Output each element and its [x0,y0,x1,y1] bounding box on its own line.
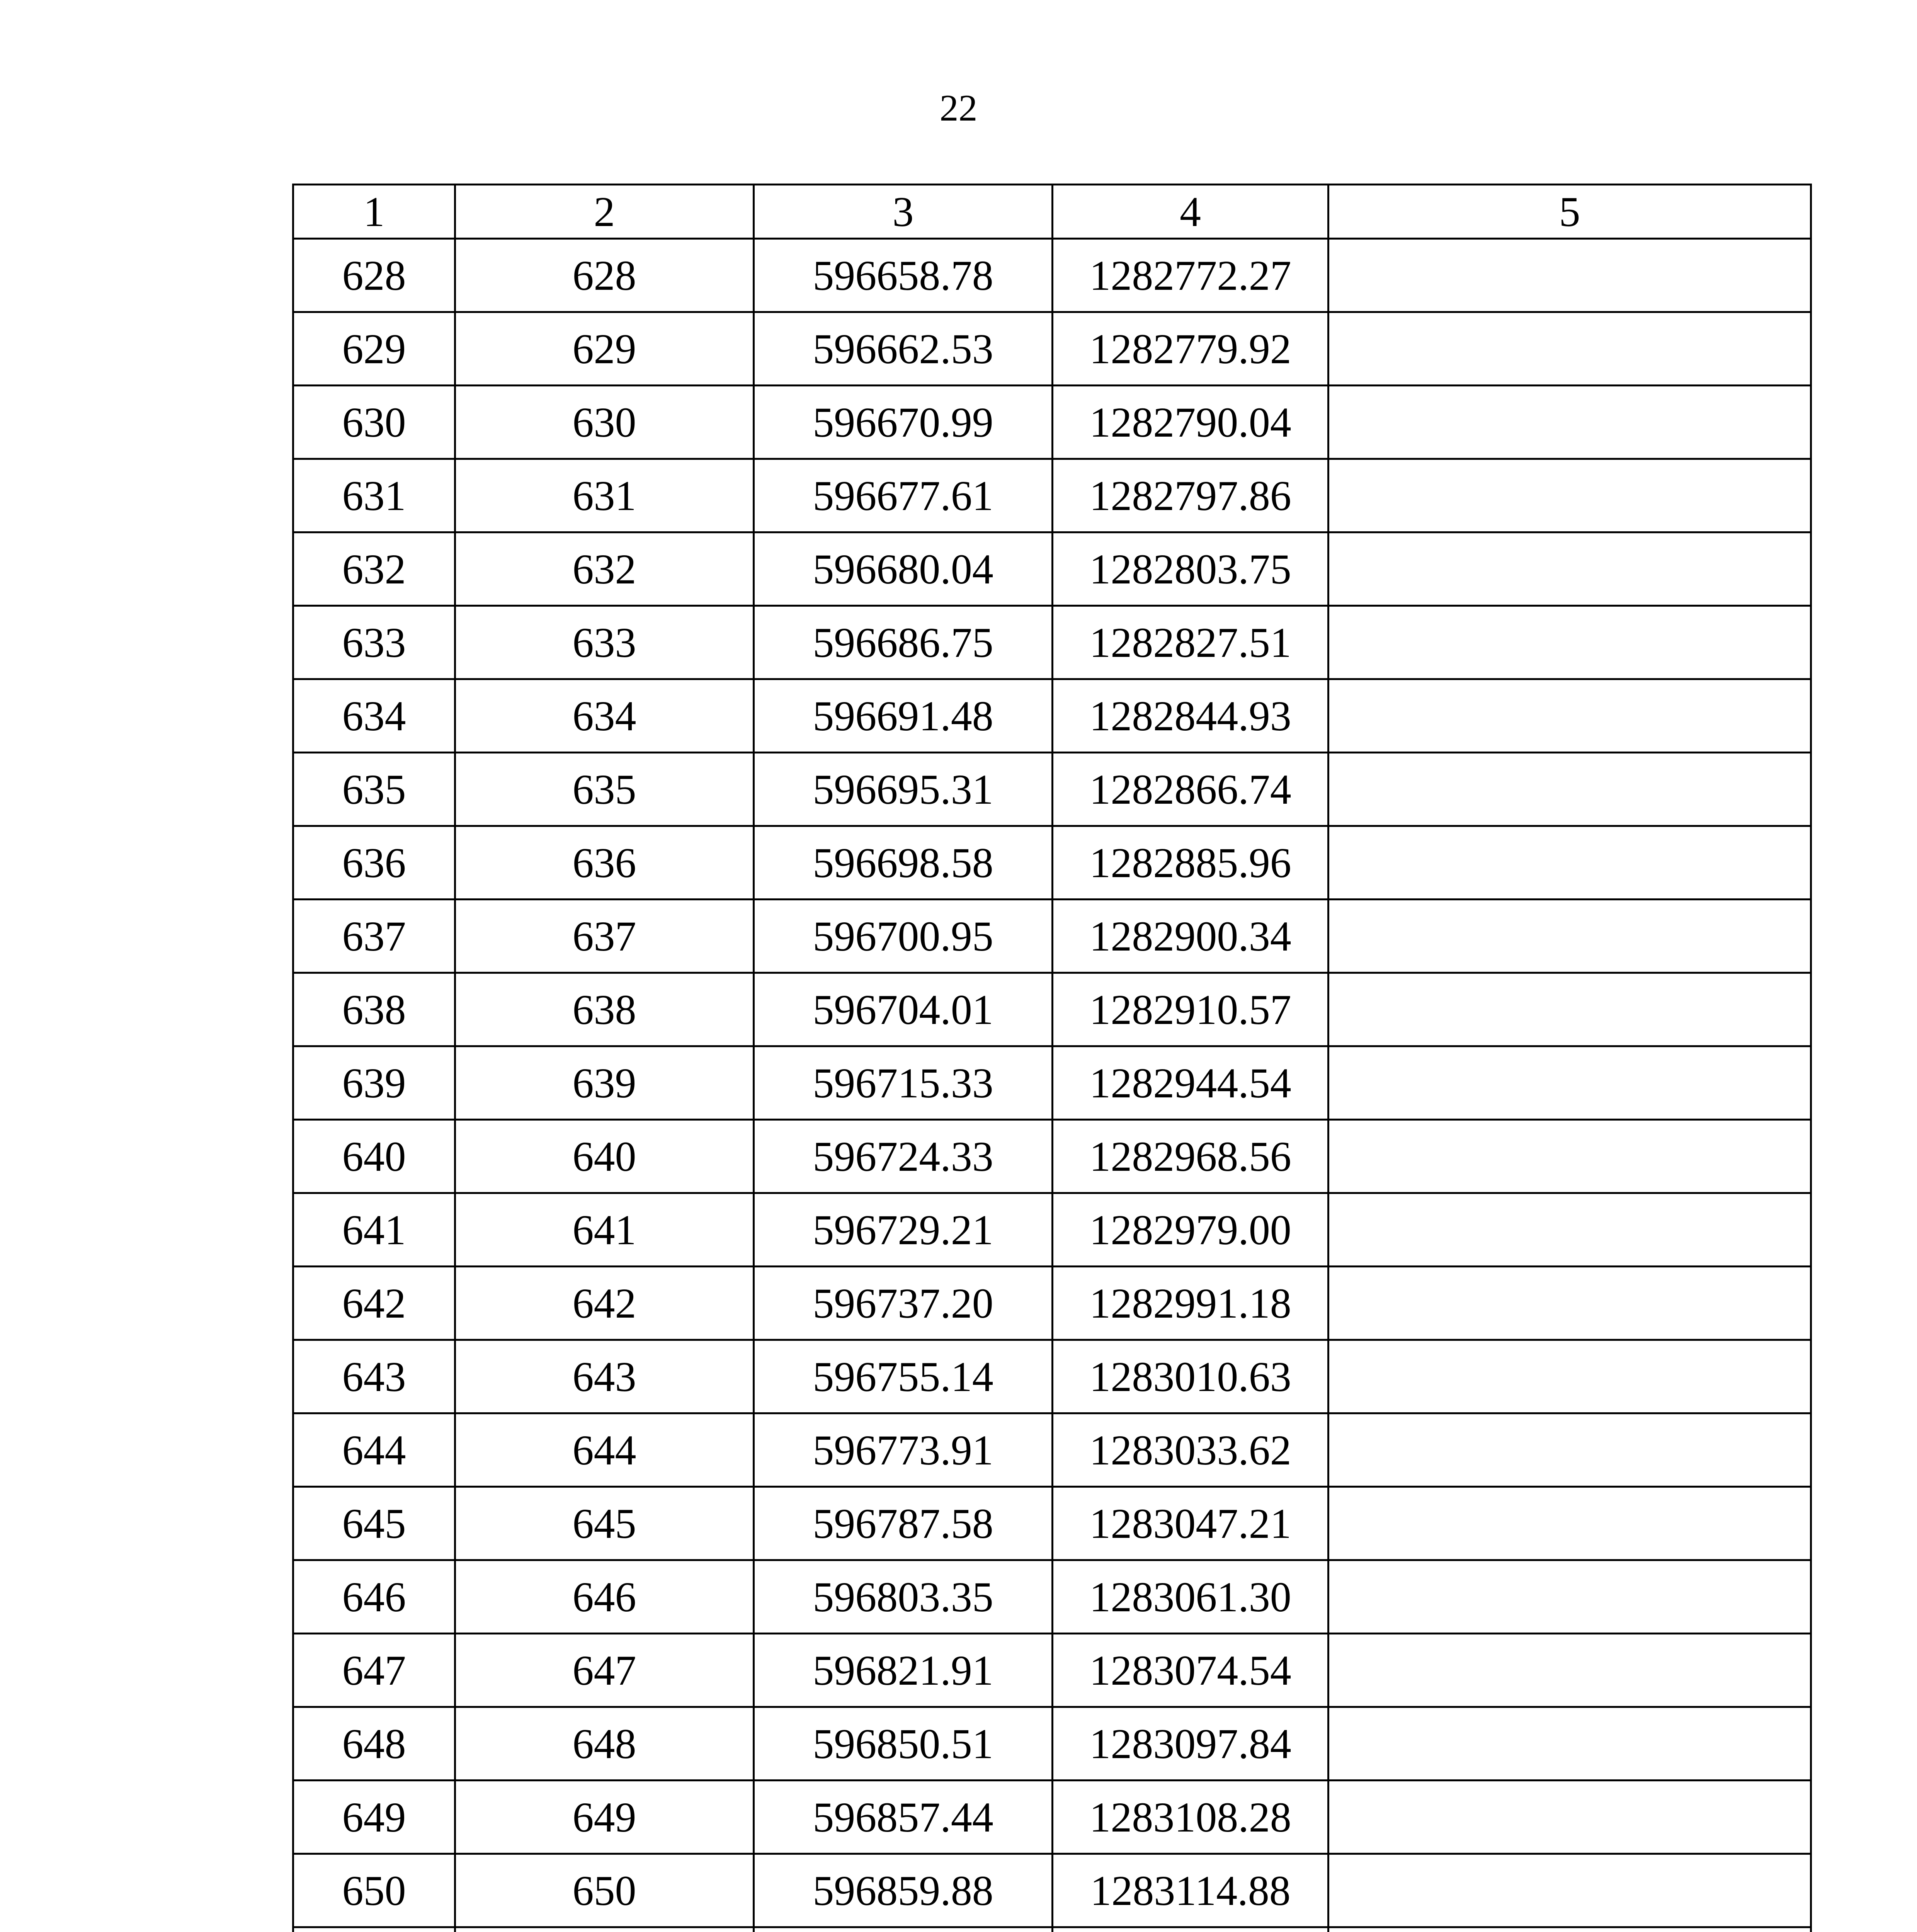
table-row [293,1854,1811,1927]
point-id-cell: 649 [455,1781,754,1854]
table-row [293,312,1811,386]
table-row [293,386,1811,459]
point-number-cell: 642 [293,1267,455,1340]
point-number-cell: 647 [293,1634,455,1707]
x-coordinate-cell: 596859.88 [754,1854,1053,1927]
point-id-cell: 640 [455,1120,754,1193]
point-id-cell: 643 [455,1340,754,1413]
table-row [293,532,1811,606]
table-row [293,1781,1811,1854]
point-number-cell: 633 [293,606,455,679]
point-id-cell: 633 [455,606,754,679]
note-cell [1328,1046,1811,1120]
page-number: 22 [939,87,978,129]
point-id-cell [455,1927,754,1932]
point-number-cell: 630 [293,386,455,459]
table-row [293,239,1811,312]
y-coordinate-cell: 1282991.18 [1053,1267,1328,1340]
y-coordinate-cell: 1282772.27 [1053,239,1328,312]
x-coordinate-cell: 596662.53 [754,312,1053,386]
x-coordinate-cell: 596700.95 [754,900,1053,973]
point-number-cell: 629 [293,312,455,386]
table-row [293,679,1811,753]
x-coordinate-cell: 596787.58 [754,1487,1053,1560]
note-cell [1328,532,1811,606]
note-cell [1328,973,1811,1046]
note-cell [1328,1927,1811,1932]
note-cell [1328,1634,1811,1707]
note-cell [1328,1193,1811,1267]
note-cell [1328,826,1811,900]
table-row [293,1634,1811,1707]
y-coordinate-cell: 1282803.75 [1053,532,1328,606]
point-id-cell: 642 [455,1267,754,1340]
table-row [293,1413,1811,1487]
table-row [293,753,1811,826]
y-coordinate-cell: 1283047.21 [1053,1487,1328,1560]
y-coordinate-cell: 1283097.84 [1053,1707,1328,1781]
x-coordinate-cell: 596857.44 [754,1781,1053,1854]
x-coordinate-cell: 596755.14 [754,1340,1053,1413]
point-number-cell: 648 [293,1707,455,1781]
table-row [293,459,1811,532]
point-number-cell: 637 [293,900,455,973]
point-id-cell: 645 [455,1487,754,1560]
point-id-cell: 644 [455,1413,754,1487]
note-cell [1328,239,1811,312]
point-number-cell: 638 [293,973,455,1046]
point-id-cell: 639 [455,1046,754,1120]
note-cell [1328,1487,1811,1560]
point-id-cell: 648 [455,1707,754,1781]
y-coordinate-cell: 1283114.88 [1053,1854,1328,1927]
column-header-5: 5 [1328,185,1811,239]
point-id-cell: 635 [455,753,754,826]
table-row [293,1487,1811,1560]
point-id-cell: 646 [455,1560,754,1634]
note-cell [1328,900,1811,973]
point-number-cell: 634 [293,679,455,753]
point-id-cell: 637 [455,900,754,973]
point-number-cell: 635 [293,753,455,826]
x-coordinate-cell: 596670.99 [754,386,1053,459]
y-coordinate-cell: 1282910.57 [1053,973,1328,1046]
x-coordinate-cell: 596698.58 [754,826,1053,900]
table-row [293,900,1811,973]
note-cell [1328,459,1811,532]
point-number-cell: 641 [293,1193,455,1267]
point-id-cell: 632 [455,532,754,606]
column-header-3: 3 [754,185,1053,239]
table-body [293,239,1811,1932]
y-coordinate-cell: 1282779.92 [1053,312,1328,386]
y-coordinate-cell: 1282944.54 [1053,1046,1328,1120]
table-row [293,1046,1811,1120]
point-number-cell: 639 [293,1046,455,1120]
note-cell [1328,1781,1811,1854]
y-coordinate-cell: 1282968.56 [1053,1120,1328,1193]
point-id-cell: 636 [455,826,754,900]
point-number-cell: 628 [293,239,455,312]
x-coordinate-cell: 596724.33 [754,1120,1053,1193]
y-coordinate-cell: 1282900.34 [1053,900,1328,973]
x-coordinate-cell: 596715.33 [754,1046,1053,1120]
note-cell [1328,1267,1811,1340]
point-id-cell: 638 [455,973,754,1046]
x-coordinate-cell: 596773.91 [754,1413,1053,1487]
note-cell [1328,1560,1811,1634]
point-number-cell: 650 [293,1854,455,1927]
point-id-cell: 641 [455,1193,754,1267]
note-cell [1328,386,1811,459]
y-coordinate-cell: 1282790.04 [1053,386,1328,459]
y-coordinate-cell: 1283010.63 [1053,1340,1328,1413]
x-coordinate-cell: 596691.48 [754,679,1053,753]
point-number-cell: 643 [293,1340,455,1413]
point-id-cell: 628 [455,239,754,312]
x-coordinate-cell: 596680.04 [754,532,1053,606]
note-cell [1328,1854,1811,1927]
column-header-4: 4 [1053,185,1328,239]
coordinates-table [292,184,1812,1932]
note-cell [1328,679,1811,753]
x-coordinate-cell: 596686.75 [754,606,1053,679]
point-number-cell: 649 [293,1781,455,1854]
y-coordinate-cell: 1282885.96 [1053,826,1328,900]
x-coordinate-cell: 596658.78 [754,239,1053,312]
table-row [293,1267,1811,1340]
note-cell [1328,753,1811,826]
x-coordinate-cell: 596821.91 [754,1634,1053,1707]
column-header-1: 1 [293,185,455,239]
y-coordinate-cell: 1282979.00 [1053,1193,1328,1267]
table-row [293,826,1811,900]
point-id-cell: 630 [455,386,754,459]
y-coordinate-cell: 1282844.93 [1053,679,1328,753]
table-row [293,1707,1811,1781]
y-coordinate-cell: 1282797.86 [1053,459,1328,532]
x-coordinate-cell: 596695.31 [754,753,1053,826]
x-coordinate-cell [754,1927,1053,1932]
y-coordinate-cell: 1283108.28 [1053,1781,1328,1854]
table-row [293,1120,1811,1193]
y-coordinate-cell: 1282866.74 [1053,753,1328,826]
note-cell [1328,606,1811,679]
x-coordinate-cell: 596850.51 [754,1707,1053,1781]
point-id-cell: 629 [455,312,754,386]
y-coordinate-cell: 1282827.51 [1053,606,1328,679]
note-cell [1328,1707,1811,1781]
y-coordinate-cell [1053,1927,1328,1932]
table-row [293,1340,1811,1413]
table-row [293,1193,1811,1267]
x-coordinate-cell: 596677.61 [754,459,1053,532]
column-header-2: 2 [455,185,754,239]
point-id-cell: 634 [455,679,754,753]
x-coordinate-cell: 596704.01 [754,973,1053,1046]
point-number-cell [293,1927,455,1932]
note-cell [1328,312,1811,386]
point-id-cell: 650 [455,1854,754,1927]
note-cell [1328,1120,1811,1193]
note-cell [1328,1413,1811,1487]
table-row [293,606,1811,679]
point-number-cell: 645 [293,1487,455,1560]
point-number-cell: 644 [293,1413,455,1487]
x-coordinate-cell: 596737.20 [754,1267,1053,1340]
point-number-cell: 632 [293,532,455,606]
point-number-cell: 640 [293,1120,455,1193]
point-number-cell: 636 [293,826,455,900]
x-coordinate-cell: 596729.21 [754,1193,1053,1267]
y-coordinate-cell: 1283033.62 [1053,1413,1328,1487]
note-cell [1328,1340,1811,1413]
point-id-cell: 631 [455,459,754,532]
table-header [293,185,1811,239]
point-number-cell: 631 [293,459,455,532]
point-number-cell: 646 [293,1560,455,1634]
y-coordinate-cell: 1283074.54 [1053,1634,1328,1707]
x-coordinate-cell: 596803.35 [754,1560,1053,1634]
table-row [293,1927,1811,1932]
y-coordinate-cell: 1283061.30 [1053,1560,1328,1634]
header-row [293,185,1811,239]
table-row [293,1560,1811,1634]
point-id-cell: 647 [455,1634,754,1707]
table-row [293,973,1811,1046]
